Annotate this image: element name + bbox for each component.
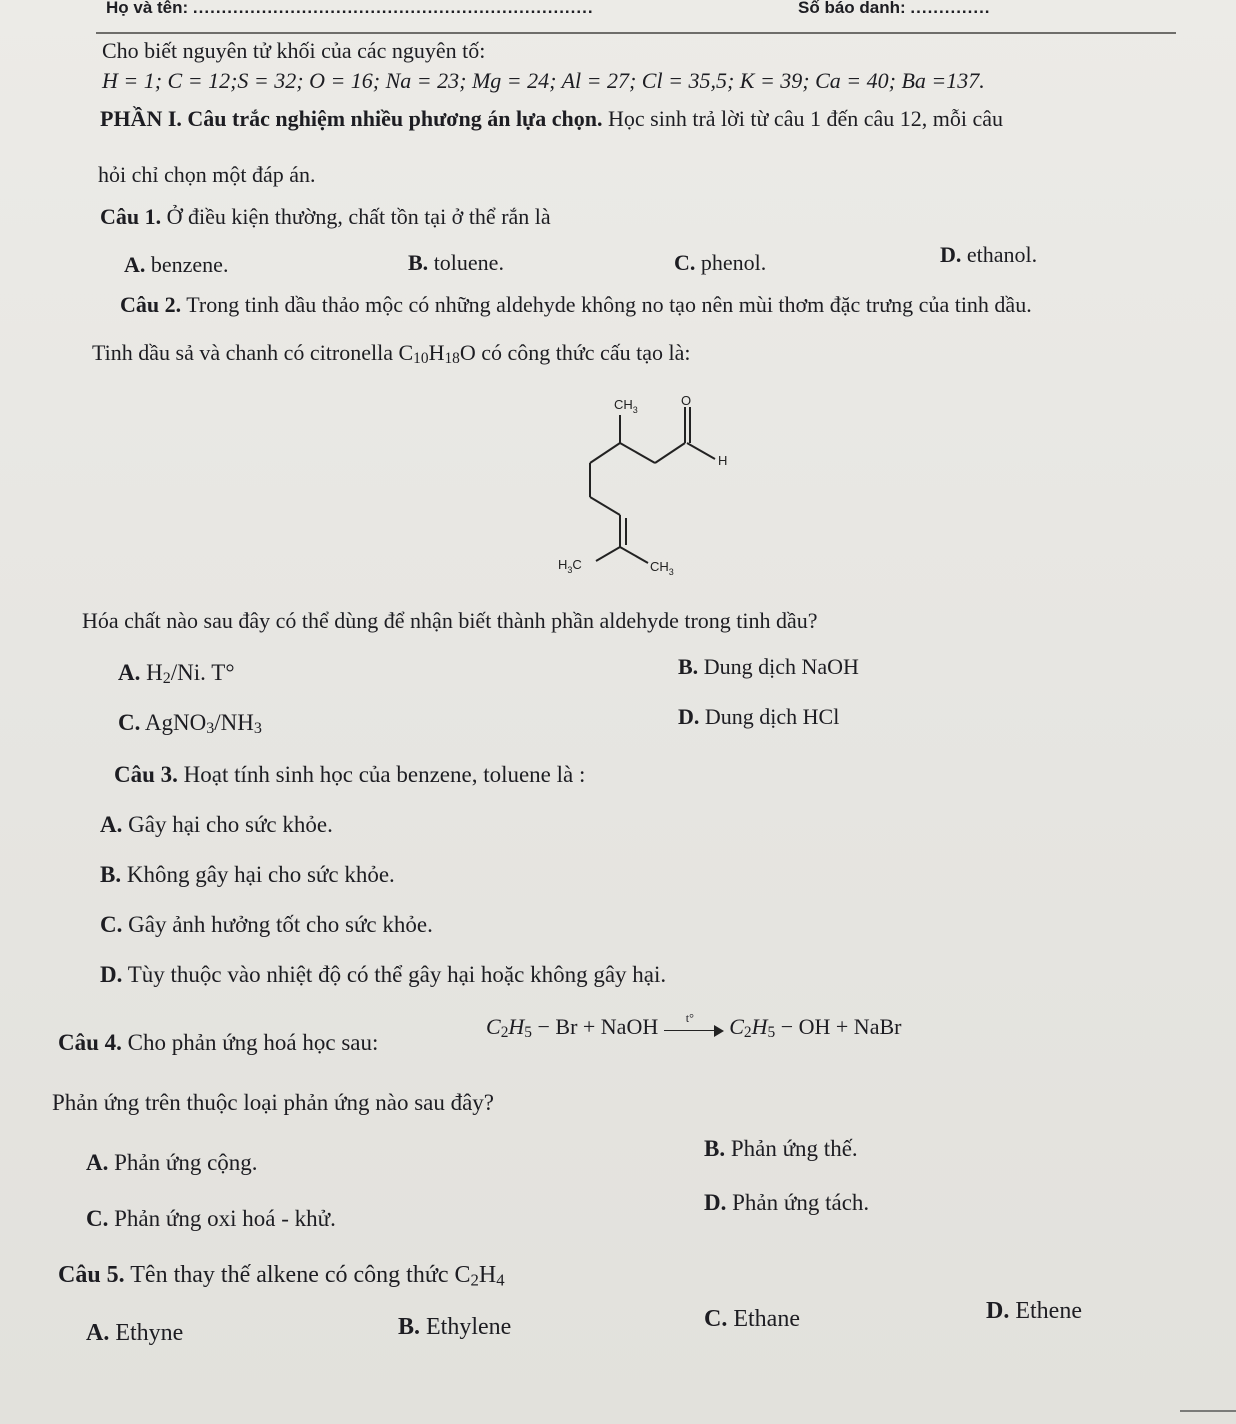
q3-c-text: Gây ảnh hưởng tốt cho sức khỏe. bbox=[128, 912, 433, 937]
page-edge-line bbox=[1180, 1410, 1236, 1412]
q5-b-text: Ethylene bbox=[426, 1314, 512, 1340]
q3-option-c bbox=[100, 912, 433, 938]
part1-heading bbox=[100, 106, 1003, 132]
q2-text2-pre: Tinh dầu sả và chanh có citronella C bbox=[92, 340, 414, 365]
q4-option-c bbox=[86, 1206, 336, 1232]
atomic-mass-intro: Cho biết nguyên tử khối của các nguyên tố: bbox=[102, 38, 486, 63]
eq-right-c: C bbox=[729, 1014, 744, 1039]
q5-b-label: B. bbox=[398, 1314, 421, 1340]
bond-c7-methyl-left bbox=[596, 547, 620, 561]
q1-b-text: toluene. bbox=[433, 250, 504, 275]
q5-label: Câu 5. bbox=[58, 1262, 125, 1288]
q3-stem bbox=[114, 762, 585, 788]
eq-right-h: H bbox=[751, 1014, 768, 1039]
q4-b-text: Phản ứng thế. bbox=[730, 1136, 858, 1161]
q3-a-label: A. bbox=[100, 812, 123, 837]
label-oxygen: O bbox=[681, 393, 692, 408]
q2-option-a bbox=[118, 660, 235, 686]
q5-option-c bbox=[704, 1306, 800, 1333]
reaction-arrow bbox=[664, 1010, 724, 1039]
q5-mid: H bbox=[478, 1262, 497, 1288]
q2-sub1: 10 bbox=[413, 350, 429, 368]
q5-option-b bbox=[398, 1314, 511, 1341]
bond-aldehyde-h bbox=[687, 443, 715, 459]
q5-a-text: Ethyne bbox=[115, 1320, 184, 1346]
q1-c-text: phenol. bbox=[700, 250, 767, 275]
q4-text: Cho phản ứng hoá học sau: bbox=[127, 1030, 379, 1055]
header-divider bbox=[96, 32, 1176, 34]
q2-label: Câu 2. bbox=[120, 292, 182, 317]
eq-left-c: C bbox=[486, 1014, 501, 1039]
q1-d-text: ethanol. bbox=[966, 242, 1038, 267]
bond-c7-methyl-right bbox=[620, 547, 648, 563]
q1-option-c bbox=[674, 250, 766, 276]
q3-option-a bbox=[100, 812, 333, 838]
q3-b-label: B. bbox=[100, 862, 122, 887]
citronella-structure bbox=[540, 385, 760, 585]
q2-mid1: H bbox=[428, 340, 445, 365]
q3-label: Câu 3. bbox=[114, 762, 178, 787]
q2-a-post: /Ni. T° bbox=[170, 660, 235, 685]
q2-option-d bbox=[678, 704, 839, 730]
q4-label: Câu 4. bbox=[58, 1030, 122, 1055]
q1-stem bbox=[100, 204, 551, 230]
q5-sub2: 4 bbox=[496, 1270, 505, 1290]
id-dots: .............. bbox=[910, 0, 991, 17]
part1-title: PHẦN I. Câu trắc nghiệm nhiều phương án lựa chọn. bbox=[100, 106, 603, 131]
q1-text: Ở điều kiện thường, chất tồn tại ở thể rắn là bbox=[166, 204, 551, 229]
q2-d-label: D. bbox=[678, 704, 700, 729]
q2-b-text: Dung dịch NaOH bbox=[703, 654, 859, 679]
bond-c5-c6 bbox=[590, 497, 620, 515]
q2-c-mid: /NH bbox=[214, 710, 254, 735]
q5-option-d bbox=[986, 1298, 1082, 1325]
id-label: Số báo danh: bbox=[798, 0, 906, 17]
q1-a-label: A. bbox=[124, 252, 146, 277]
q2-c-sub2: 3 bbox=[253, 720, 262, 738]
q3-b-text: Không gây hại cho sức khỏe. bbox=[126, 862, 395, 887]
q2-a-pre: H bbox=[146, 660, 163, 685]
q4-c-label: C. bbox=[86, 1206, 109, 1231]
bond-c2-c1 bbox=[655, 443, 685, 463]
q4-option-d bbox=[704, 1190, 869, 1216]
eq-left-sub2: 5 bbox=[524, 1024, 532, 1042]
q2-option-b bbox=[678, 654, 859, 680]
q3-a-text: Gây hại cho sức khỏe. bbox=[128, 812, 333, 837]
name-dots: ...................................................................... bbox=[192, 0, 594, 17]
q5-d-label: D. bbox=[986, 1298, 1010, 1324]
q2-text2-post: O có công thức cấu tạo là: bbox=[459, 340, 691, 365]
q4-question: Phản ứng trên thuộc loại phản ứng nào sau đây? bbox=[52, 1090, 495, 1115]
q2-question: Hóa chất nào sau đây có thể dùng để nhận biết thành phần aldehyde trong tinh dầu? bbox=[82, 608, 818, 633]
id-field bbox=[798, 0, 991, 18]
part1-instruction: Học sinh trả lời từ câu 1 đến câu 12, mỗi câu bbox=[608, 106, 1004, 131]
q2-c-sub1: 3 bbox=[206, 720, 215, 738]
label-aldehyde-h: H bbox=[718, 453, 728, 468]
q4-a-label: A. bbox=[86, 1150, 109, 1175]
q1-option-d bbox=[940, 242, 1037, 268]
q2-b-label: B. bbox=[678, 654, 699, 679]
eq-left-h: H bbox=[508, 1014, 525, 1039]
q5-option-a bbox=[86, 1320, 183, 1347]
q4-b-label: B. bbox=[704, 1136, 726, 1161]
q3-option-d bbox=[100, 962, 666, 988]
q2-a-label: A. bbox=[118, 660, 141, 685]
bond-c3-c4 bbox=[590, 443, 620, 463]
eq-left-sub1: 2 bbox=[500, 1024, 509, 1042]
q1-option-a bbox=[124, 252, 228, 278]
q5-a-label: A. bbox=[86, 1320, 110, 1346]
q5-sub1: 2 bbox=[470, 1270, 479, 1290]
name-field bbox=[106, 0, 594, 18]
reaction-condition: t° bbox=[685, 1010, 694, 1025]
q2-c-pre: AgNO bbox=[144, 710, 207, 735]
q4-option-a bbox=[86, 1150, 258, 1176]
label-h3c-left: $H_3C$ bbox=[558, 557, 582, 575]
q4-option-b bbox=[704, 1136, 858, 1162]
part1-instruction-cont: hỏi chỉ chọn một đáp án. bbox=[98, 162, 316, 187]
q2-c-label: C. bbox=[118, 710, 141, 735]
q2-text1: Trong tinh dầu thảo mộc có những aldehyde không no tạo nên mùi thơm đặc trưng của tinh dầu. bbox=[186, 292, 1032, 317]
q1-a-text: benzene. bbox=[150, 252, 229, 277]
q5-stem bbox=[58, 1262, 505, 1289]
q3-text: Hoạt tính sinh học của benzene, toluene là : bbox=[183, 762, 586, 787]
q3-option-b bbox=[100, 862, 395, 888]
q1-d-label: D. bbox=[940, 242, 962, 267]
q5-text-pre: Tên thay thế alkene có công thức C bbox=[130, 1262, 471, 1288]
q2-a-sub: 2 bbox=[162, 670, 171, 688]
q2-citronella bbox=[92, 340, 690, 366]
atomic-mass-values: H = 1; C = 12;S = 32; O = 16; Na = 23; Mg = 24; Al = 27; Cl = 35,5; K = 39; Ca = 40; Ba =137. bbox=[102, 68, 985, 93]
q3-d-text: Tùy thuộc vào nhiệt độ có thể gây hại hoặc không gây hại. bbox=[127, 962, 667, 987]
q3-c-label: C. bbox=[100, 912, 123, 937]
eq-left-rest: − Br + NaOH bbox=[531, 1014, 659, 1039]
q2-d-text: Dung dịch HCl bbox=[704, 704, 840, 729]
q1-c-label: C. bbox=[674, 250, 696, 275]
q1-label: Câu 1. bbox=[100, 204, 162, 229]
eq-right-rest: − OH + NaBr bbox=[775, 1014, 902, 1039]
q4-d-label: D. bbox=[704, 1190, 727, 1215]
q2-sub2: 18 bbox=[444, 350, 460, 368]
label-ch3-right: $CH_3$ bbox=[650, 559, 674, 577]
bond-c3-c2 bbox=[620, 443, 655, 463]
q1-option-b bbox=[408, 250, 504, 276]
q1-b-label: B. bbox=[408, 250, 429, 275]
name-label: Họ và tên: bbox=[106, 0, 189, 17]
q4-equation bbox=[486, 1010, 902, 1042]
eq-right-sub2: 5 bbox=[767, 1024, 776, 1042]
q4-d-text: Phản ứng tách. bbox=[732, 1190, 870, 1215]
label-ch3-top: $CH_3$ bbox=[614, 397, 638, 415]
q2-stem bbox=[120, 292, 1032, 318]
q4-c-text: Phản ứng oxi hoá - khử. bbox=[114, 1206, 336, 1231]
q4-a-text: Phản ứng cộng. bbox=[114, 1150, 258, 1175]
q5-c-label: C. bbox=[704, 1306, 728, 1332]
q5-d-text: Ethene bbox=[1015, 1298, 1082, 1324]
q3-d-label: D. bbox=[100, 962, 123, 987]
q5-c-text: Ethane bbox=[733, 1306, 800, 1332]
eq-right-sub1: 2 bbox=[743, 1024, 752, 1042]
q2-option-c bbox=[118, 710, 262, 736]
q4-stem bbox=[58, 1030, 378, 1056]
